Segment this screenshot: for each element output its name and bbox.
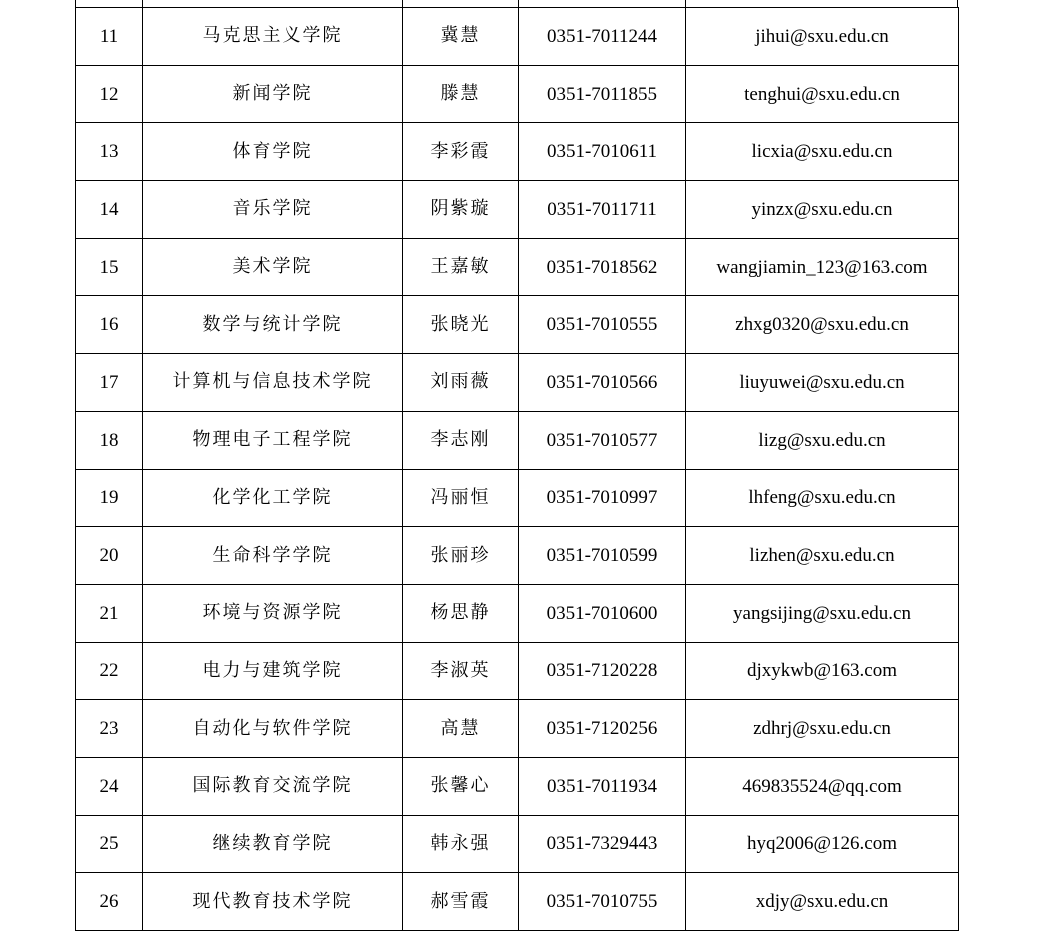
college-name: 计算机与信息技术学院: [143, 354, 403, 412]
table-row: [76, 642, 959, 700]
college-name: 音乐学院: [143, 181, 403, 239]
row-number: 22: [76, 642, 143, 700]
row-number: 18: [76, 411, 143, 469]
phone-number: 0351-7010997: [519, 469, 686, 527]
college-name: 体育学院: [143, 123, 403, 181]
contact-person: 张馨心: [403, 757, 519, 815]
row-number: 19: [76, 469, 143, 527]
email-address: zdhrj@sxu.edu.cn: [686, 700, 959, 758]
contact-person: 郝雪霞: [403, 873, 519, 931]
contact-person: 高慧: [403, 700, 519, 758]
contact-person: 刘雨薇: [403, 354, 519, 412]
email-address: lizg@sxu.edu.cn: [686, 411, 959, 469]
table-row: [76, 8, 959, 66]
contact-person: 冀慧: [403, 8, 519, 66]
table-row: [76, 411, 959, 469]
table-row: [76, 757, 959, 815]
row-number: 20: [76, 527, 143, 585]
email-address: liuyuwei@sxu.edu.cn: [686, 354, 959, 412]
phone-number: 0351-7010755: [519, 873, 686, 931]
phone-number: 0351-7010600: [519, 584, 686, 642]
email-address: yinzx@sxu.edu.cn: [686, 181, 959, 239]
college-name: 数学与统计学院: [143, 296, 403, 354]
college-name: 马克思主义学院: [143, 8, 403, 66]
table-row: [76, 584, 959, 642]
row-number: 16: [76, 296, 143, 354]
phone-number: 0351-7011934: [519, 757, 686, 815]
contact-person: 李彩霞: [403, 123, 519, 181]
college-name: 物理电子工程学院: [143, 411, 403, 469]
email-address: lizhen@sxu.edu.cn: [686, 527, 959, 585]
email-address: jihui@sxu.edu.cn: [686, 8, 959, 66]
college-name: 新闻学院: [143, 65, 403, 123]
contact-person: 杨思静: [403, 584, 519, 642]
college-name: 现代教育技术学院: [143, 873, 403, 931]
phone-number: 0351-7329443: [519, 815, 686, 873]
table-row: [76, 123, 959, 181]
table-row: [76, 700, 959, 758]
table-row: [76, 815, 959, 873]
table-row: [76, 181, 959, 239]
email-address: lhfeng@sxu.edu.cn: [686, 469, 959, 527]
row-number: 15: [76, 238, 143, 296]
email-address: yangsijing@sxu.edu.cn: [686, 584, 959, 642]
phone-number: 0351-7010566: [519, 354, 686, 412]
college-name: 电力与建筑学院: [143, 642, 403, 700]
contact-person: 滕慧: [403, 65, 519, 123]
phone-number: 0351-7010599: [519, 527, 686, 585]
row-number: 21: [76, 584, 143, 642]
college-name: 化学化工学院: [143, 469, 403, 527]
contact-person: 李淑英: [403, 642, 519, 700]
email-address: 469835524@qq.com: [686, 757, 959, 815]
table-row: [76, 469, 959, 527]
table-row: [76, 65, 959, 123]
row-number: 12: [76, 65, 143, 123]
table-row: [76, 354, 959, 412]
table-row: [76, 296, 959, 354]
table-body: [76, 8, 959, 931]
phone-number: 0351-7010555: [519, 296, 686, 354]
email-address: tenghui@sxu.edu.cn: [686, 65, 959, 123]
email-address: zhxg0320@sxu.edu.cn: [686, 296, 959, 354]
college-name: 继续教育学院: [143, 815, 403, 873]
row-number: 26: [76, 873, 143, 931]
row-number: 17: [76, 354, 143, 412]
phone-number: 0351-7011244: [519, 8, 686, 66]
row-number: 11: [76, 8, 143, 66]
college-name: 自动化与软件学院: [143, 700, 403, 758]
email-address: licxia@sxu.edu.cn: [686, 123, 959, 181]
email-address: wangjiamin_123@163.com: [686, 238, 959, 296]
row-number: 13: [76, 123, 143, 181]
contact-person: 王嘉敏: [403, 238, 519, 296]
phone-number: 0351-7018562: [519, 238, 686, 296]
contact-person: 阴紫璇: [403, 181, 519, 239]
college-name: 美术学院: [143, 238, 403, 296]
phone-number: 0351-7010577: [519, 411, 686, 469]
phone-number: 0351-7011855: [519, 65, 686, 123]
row-number: 23: [76, 700, 143, 758]
contact-person: 李志刚: [403, 411, 519, 469]
phone-number: 0351-7011711: [519, 181, 686, 239]
college-name: 国际教育交流学院: [143, 757, 403, 815]
row-number: 14: [76, 181, 143, 239]
contact-person: 韩永强: [403, 815, 519, 873]
table-top-continuation: [75, 0, 958, 7]
college-name: 环境与资源学院: [143, 584, 403, 642]
row-number: 25: [76, 815, 143, 873]
contact-person: 张晓光: [403, 296, 519, 354]
contact-person: 张丽珍: [403, 527, 519, 585]
row-number: 24: [76, 757, 143, 815]
college-name: 生命科学学院: [143, 527, 403, 585]
table-row: [76, 873, 959, 931]
email-address: hyq2006@126.com: [686, 815, 959, 873]
phone-number: 0351-7010611: [519, 123, 686, 181]
contact-person: 冯丽恒: [403, 469, 519, 527]
phone-number: 0351-7120228: [519, 642, 686, 700]
table-row: [76, 527, 959, 585]
table-row: [76, 238, 959, 296]
college-contact-table: [75, 7, 959, 931]
phone-number: 0351-7120256: [519, 700, 686, 758]
email-address: xdjy@sxu.edu.cn: [686, 873, 959, 931]
email-address: djxykwb@163.com: [686, 642, 959, 700]
